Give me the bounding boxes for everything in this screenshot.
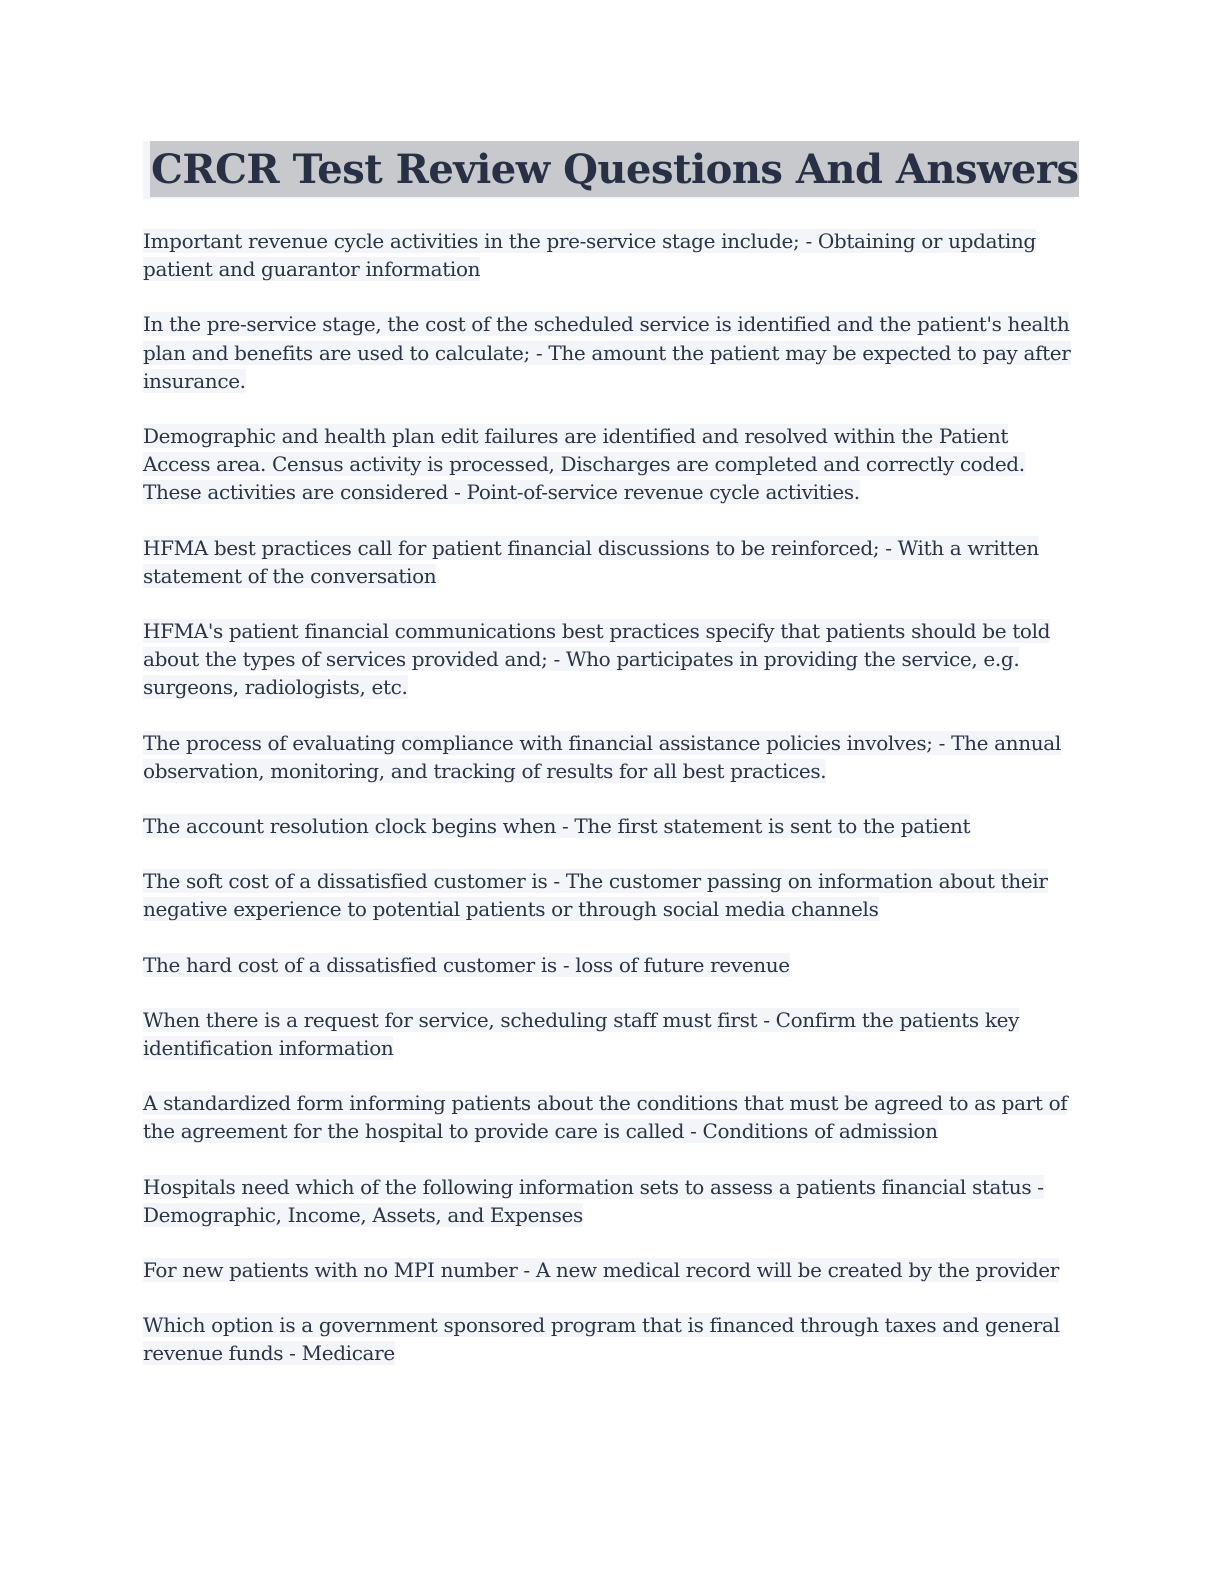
qa-item [143,310,1073,395]
qa-item [143,867,1073,923]
qa-item-text: When there is a request for service, scheduling staff must first - Confirm the patients key identification information [143,1007,1020,1061]
qa-item-text: For new patients with no MPI number - A new medical record will be created by the provider [143,1258,1059,1283]
qa-item-text: The account resolution clock begins when - The first statement is sent to the patient [143,814,971,839]
qa-item [143,1311,1073,1367]
qa-item-text: HFMA's patient financial communications best practices specify that patients should be told about the types of services provided and; - Who participates in providing the service, e.g. surgeons, radiologists, etc. [143,619,1051,700]
qa-item [143,729,1073,785]
title-block [143,141,1079,199]
qa-list [143,227,1073,1395]
qa-item [143,1256,1073,1284]
qa-item-text: The soft cost of a dissatisfied customer is - The customer passing on information about their negative experience to potential patients or through social media channels [143,869,1048,922]
qa-item [143,1089,1073,1145]
document-title: CRCR Test Review Questions And Answers [150,141,1079,197]
qa-item-text: Which option is a government sponsored program that is financed through taxes and general revenue funds - Medicare [143,1313,1060,1366]
qa-item [143,1006,1073,1062]
qa-item [143,617,1073,702]
qa-item-text: Important revenue cycle activities in the pre-service stage include; - Obtaining or updating patient and guarantor information [143,229,1036,282]
qa-item-text: The hard cost of a dissatisfied customer is - loss of future revenue [143,952,790,977]
qa-item-text: The process of evaluating compliance with financial assistance policies involves; - The annual observation, monitoring, and tracking of results for all best practices. [143,730,1061,783]
qa-item [143,951,1073,979]
qa-item [143,812,1073,840]
qa-item [143,422,1073,507]
qa-item-text: Demographic and health plan edit failures are identified and resolved within the Patient Access area. Census activity is processed, Discharges are completed and correctly coded. These activities are considered - Point-of-service revenue cycle activities. [143,424,1025,505]
qa-item-text: A standardized form informing patients about the conditions that must be agreed to as part of the agreement for the hospital to provide care is called - Conditions of admission [143,1091,1068,1144]
qa-item-text: Hospitals need which of the following information sets to assess a patients financial status - Demographic, Income, Assets, and Expenses [143,1174,1044,1227]
qa-item-text: HFMA best practices call for patient financial discussions to be reinforced; - With a written statement of the conversation [143,535,1039,588]
qa-item [143,1173,1073,1229]
qa-item [143,534,1073,590]
qa-item [143,227,1073,283]
qa-item-text: In the pre-service stage, the cost of the scheduled service is identified and the patient's health plan and benefits are used to calculate; - The amount the patient may be expected to pay after insurance. [143,312,1071,393]
